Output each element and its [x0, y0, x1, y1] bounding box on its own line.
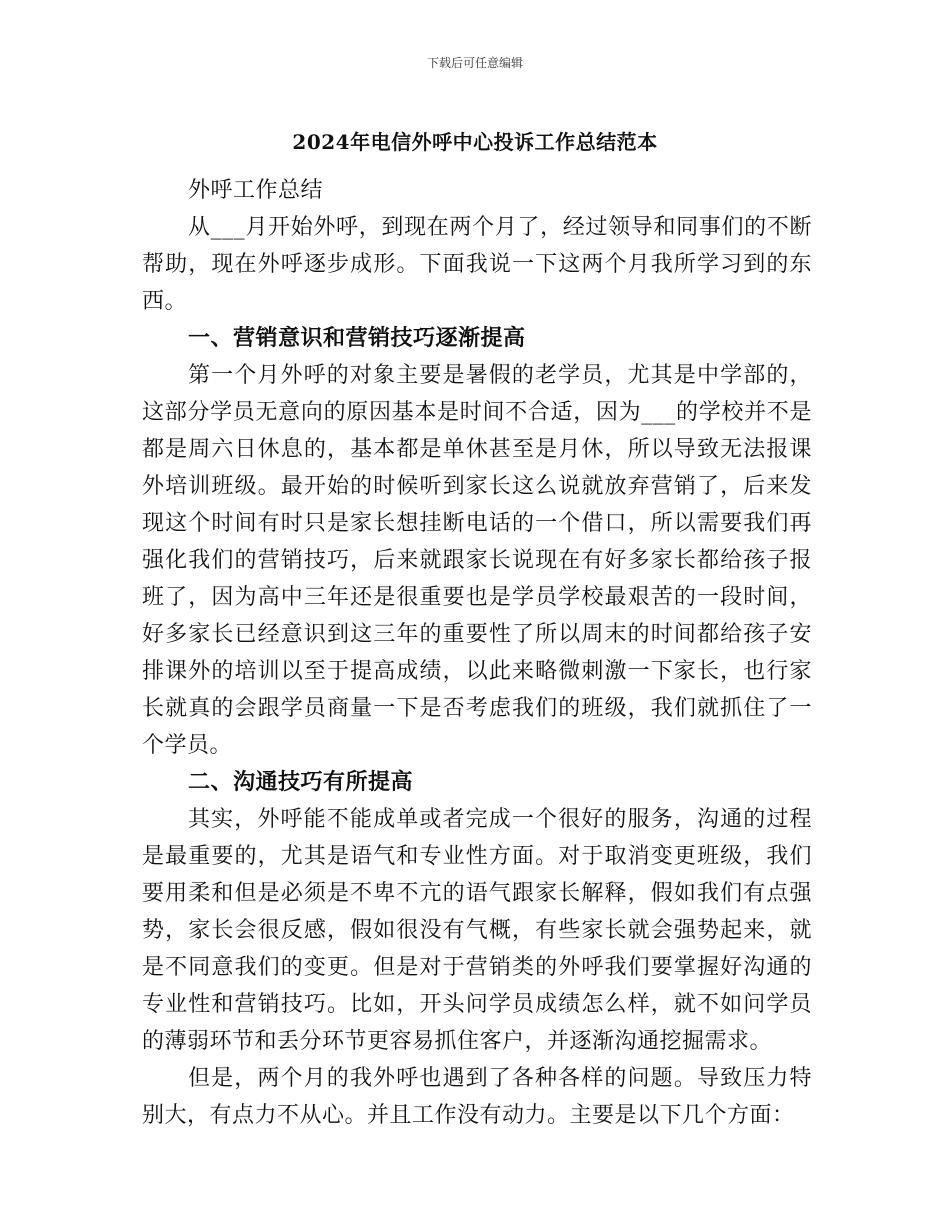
section-1-heading: 一、营销意识和营销技巧逐渐提高 [188, 325, 526, 351]
section-2-heading: 二、沟通技巧有所提高 [188, 769, 414, 795]
document-body [142, 172, 812, 1134]
intro-paragraph: 从___月开始外呼，到现在两个月了，经过领导和同事们的不断帮助，现在外呼逐步成形。下面我说一下这两个月我所学习到的东西。 [142, 215, 812, 314]
document-subtitle: 外呼工作总结 [188, 178, 324, 203]
page-header-note: 下载后可任意编辑 [426, 56, 523, 70]
section-2-paragraph: 其实，外呼能不能成单或者完成一个很好的服务，沟通的过程是最重要的，尤其是语气和专业性方面。对于取消变更班级，我们要用柔和但是必须是不卑不亢的语气跟家长解释，假如我们有点强势，家长会很反感，假如很没有气概，有些家长就会强势起来，就是不同意我们的变更。但是对于营销类的外呼我们要掌握好沟通的专业性和营销技巧。比如，开头问学员成绩怎么样，就不如问学员的薄弱环节和丢分环节更容易抓住客户，并逐渐沟通挖掘需求。 [142, 807, 812, 1054]
closing-paragraph: 但是，两个月的我外呼也遇到了各种各样的问题。导致压力特别大，有点力不从心。并且工作没有动力。主要是以下几个方面： [142, 1066, 812, 1128]
section-1-paragraph: 第一个月外呼的对象主要是暑假的老学员，尤其是中学部的，这部分学员无意向的原因基本是时间不合适，因为___的学校并不是都是周六日休息的，基本都是单休甚至是月休，所以导致无法报课外培训班级。最开始的时候听到家长这么说就放弃营销了，后来发现这个时间有时只是家长想挂断电话的一个借口，所以需要我们再强化我们的营销技巧，后来就跟家长说现在有好多家长都给孩子报班了，因为高中三年还是很重要也是学员学校最艰苦的一段时间，好多家长已经意识到这三年的重要性了所以周末的时间都给孩子安排课外的培训以至于提高成绩，以此来略微刺激一下家长，也行家长就真的会跟学员商量一下是否考虑我们的班级，我们就抓住了一个学员。 [142, 363, 812, 758]
document-title: 2024年电信外呼中心投诉工作总结范本 [292, 130, 658, 154]
